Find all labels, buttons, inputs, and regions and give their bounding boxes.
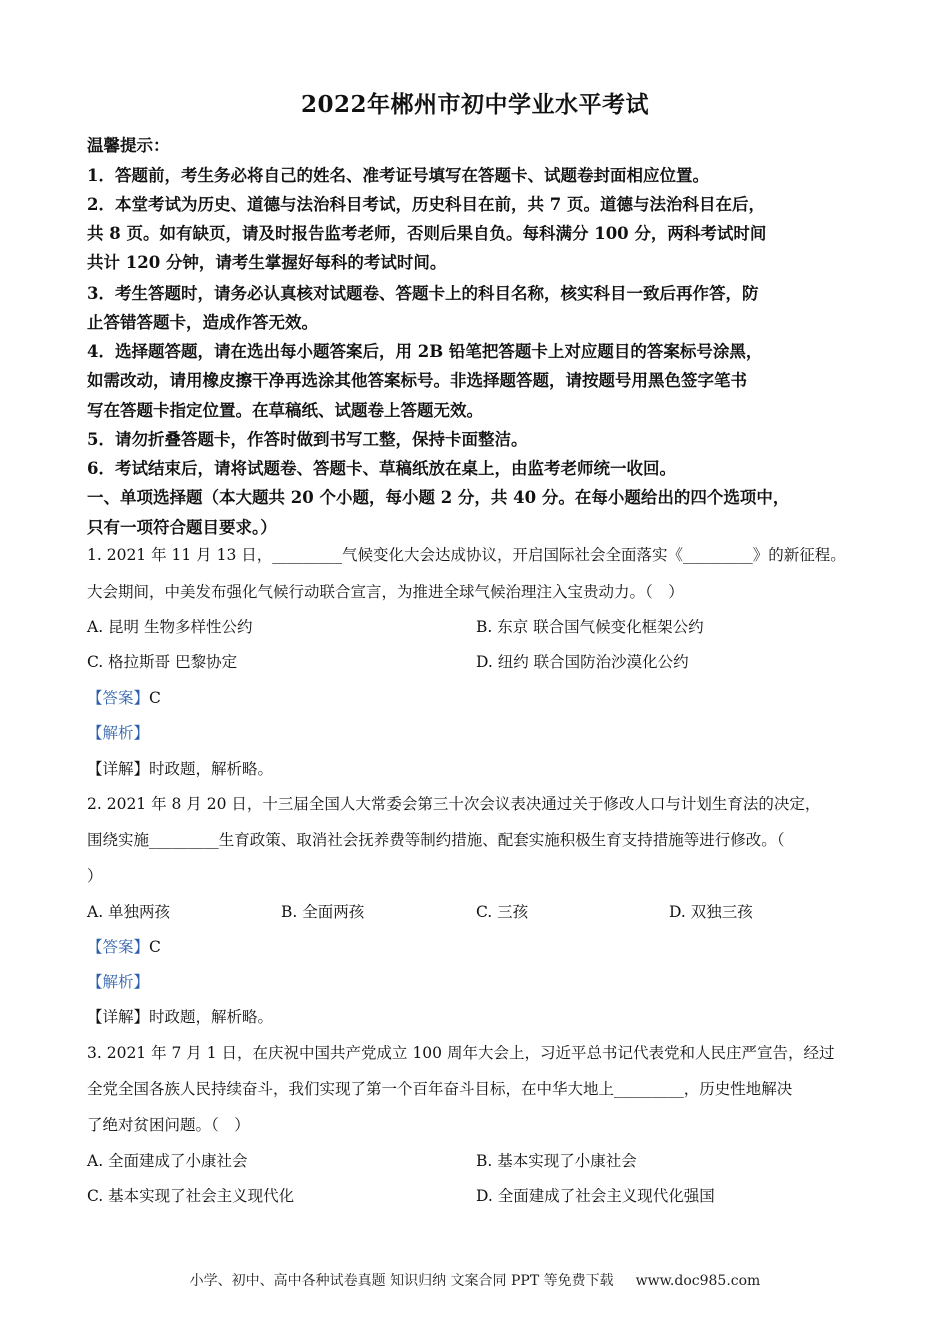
footer-link[interactable]: www.doc985.com [635, 1273, 761, 1289]
question-2-option-c: C. 三孩 [476, 903, 529, 921]
tip-line: 6．考试结束后，请将试题卷、答题卡、草稿纸放在桌上，由监考老师统一收回。 [87, 459, 676, 478]
section-heading-cont: 只有一项符合题目要求。） [87, 518, 277, 537]
question-3-stem-cont: 了绝对贫困问题。（ ） [87, 1116, 250, 1134]
question-2-stem-cont: 围绕实施_________生育政策、取消社会抚养费等制约措施、配套实施积极生育支持措施等进行修改。（ [87, 831, 785, 849]
tips-heading: 温馨提示： [87, 136, 170, 155]
tip-line: 2．本堂考试为历史、道德与法治科目考试，历史科目在前，共 7 页。道德与法治科目在后， [87, 195, 765, 214]
question-2-option-b: B. 全面两孩 [281, 903, 365, 921]
tip-line: 共计 120 分钟，请考生掌握好每科的考试时间。 [87, 253, 447, 272]
question-2-stem-cont: ） [87, 867, 103, 885]
page-title: 2022年郴州市初中学业水平考试 [300, 91, 649, 118]
question-1-option-a: A. 昆明 生物多样性公约 [87, 618, 253, 636]
question-2-detail [87, 1005, 273, 1027]
answer-label: 【答案】 [87, 938, 150, 956]
tip-line: 5．请勿折叠答题卡，作答时做到书写工整，保持卡面整洁。 [87, 430, 528, 449]
question-3-option-b: B. 基本实现了小康社会 [476, 1152, 637, 1170]
answer-label: 【答案】 [87, 689, 150, 707]
question-2-option-a: A. 单独两孩 [87, 903, 171, 921]
tip-line: 3．考生答题时，请务必认真核对试题卷、答题卡上的科目名称，核实科目一致后再作答，防 [87, 284, 759, 303]
question-3-option-a: A. 全面建成了小康社会 [87, 1152, 248, 1170]
tip-line: 4．选择题答题，请在选出每小题答案后，用 2B 铅笔把答题卡上对应题目的答案标号涂黑， [87, 342, 763, 361]
question-1-detail [87, 757, 273, 779]
page-footer [0, 1270, 950, 1290]
tip-line: 1．答题前，考生务必将自己的姓名、准考证号填写在答题卡、试题卷封面相应位置。 [87, 166, 709, 185]
answer-value: C [149, 689, 161, 707]
detail-label: 【详解】 [87, 760, 150, 778]
detail-text: 时政题，解析略。 [149, 760, 274, 778]
section-heading: 一、单项选择题（本大题共 20 个小题，每小题 2 分，共 40 分。在每小题给出的四个选项中， [87, 488, 790, 507]
question-3-stem-cont: 全党全国各族人民持续奋斗，我们实现了第一个百年奋斗目标，在中华大地上_________，历史性地解决 [87, 1080, 793, 1098]
question-3-option-c: C. 基本实现了社会主义现代化 [87, 1187, 295, 1205]
question-3-option-d: D. 全面建成了社会主义现代化强国 [476, 1187, 715, 1205]
question-2-analysis-label: 【解析】 [87, 973, 150, 991]
question-1-answer [87, 686, 161, 708]
footer-text: 小学、初中、高中各种试卷真题 知识归纳 文案合同 PPT 等免费下载 [189, 1273, 614, 1289]
detail-label: 【详解】 [87, 1008, 150, 1026]
question-1-analysis-label: 【解析】 [87, 724, 150, 742]
detail-text: 时政题，解析略。 [149, 1008, 274, 1026]
question-1-option-c: C. 格拉斯哥 巴黎协定 [87, 653, 238, 671]
tip-line: 如需改动，请用橡皮擦干净再选涂其他答案标号。非选择题答题，请按题号用黑色签字笔书 [87, 371, 747, 390]
tip-line: 止答错答题卡，造成作答无效。 [87, 313, 318, 332]
question-3-stem: 3. 2021 年 7 月 1 日，在庆祝中国共产党成立 100 周年大会上，习近平总书记代表党和人民庄严宣告，经过 [87, 1044, 835, 1062]
question-1-option-b: B. 东京 联合国气候变化框架公约 [476, 618, 704, 636]
tip-line: 共 8 页。如有缺页，请及时报告监考老师，否则后果自负。每科满分 100 分，两科考试时间 [87, 224, 767, 243]
question-2-answer [87, 935, 161, 957]
question-2-option-d: D. 双独三孩 [669, 903, 753, 921]
question-1-stem-cont: 大会期间，中美发布强化气候行动联合宣言，为推进全球气候治理注入宝贵动力。（ ） [87, 583, 684, 601]
question-2-stem: 2. 2021 年 8 月 20 日，十三届全国人大常委会第三十次会议表决通过关于修改人口与计划生育法的决定， [87, 795, 821, 813]
answer-value: C [149, 938, 161, 956]
tip-line: 写在答题卡指定位置。在草稿纸、试题卷上答题无效。 [87, 401, 483, 420]
question-1-stem: 1. 2021 年 11 月 13 日，_________气候变化大会达成协议，开启国际社会全面落实《_________》的新征程。 [87, 546, 846, 564]
question-1-option-d: D. 纽约 联合国防治沙漠化公约 [476, 653, 689, 671]
